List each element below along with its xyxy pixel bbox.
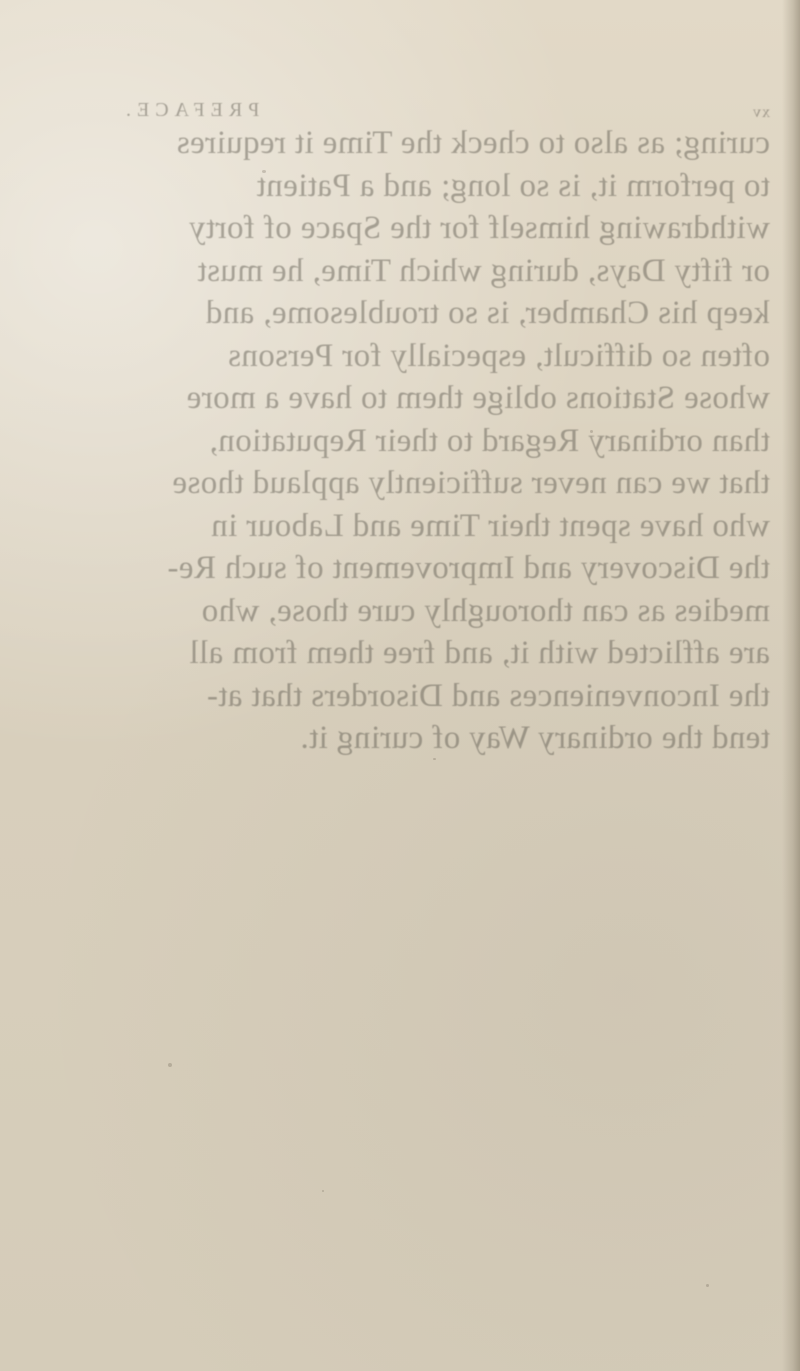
text-line: withdrawing himself for the Space of forty [188, 210, 770, 246]
text-line: the Discovery and Improvement of such Re- [167, 550, 770, 586]
text-line: tend the ordinary Way of curing it. [300, 720, 770, 756]
running-header [120, 60, 770, 122]
text-line: the Inconveniences and Disorders that at- [206, 677, 770, 714]
bleed-through-text [120, 60, 770, 760]
text-line: whose Stations oblige them to have a more [186, 380, 770, 416]
text-line: are afflicted with it, and free them from all [189, 635, 770, 671]
text-line: curing; as also to check the Time it requires [176, 125, 770, 161]
text-line: medies as can thoroughly cure those, who [201, 592, 770, 629]
paper-speck [706, 1284, 709, 1287]
text-line: often so difficult, especially for Persons [227, 337, 770, 374]
text-line: keep his Chamber, is so troublesome, and [205, 295, 770, 331]
text-line: or fifty Days, during which Time, he must [197, 252, 770, 289]
header-title: PREFACE. [120, 99, 260, 121]
paper-speck [168, 1063, 172, 1067]
text-line: than ordinary Regard to their Reputation, [209, 422, 770, 459]
text-line: who have spent their Time and Labour in [210, 507, 770, 544]
page-number: xv [752, 104, 770, 121]
page-edge-shadow [782, 0, 800, 1371]
text-line: that we can never sufficiently applaud those [172, 465, 770, 501]
text-line: to perform it, is so long; and a Patient [256, 167, 770, 204]
paper-speck [322, 1190, 324, 1192]
